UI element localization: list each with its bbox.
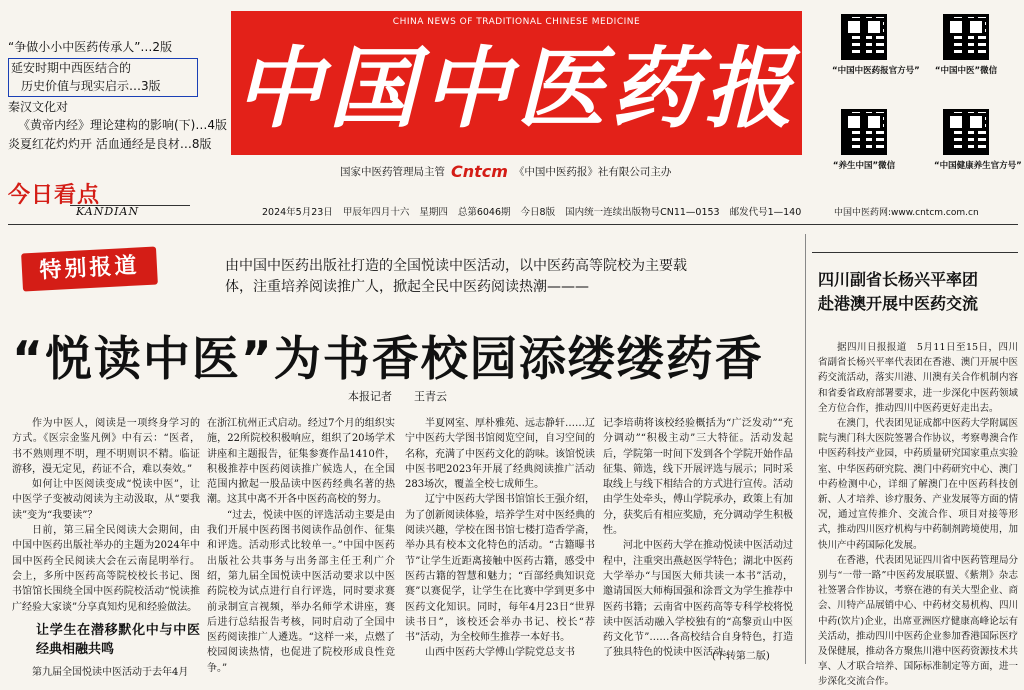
article-column — [12, 416, 200, 678]
paragraph: “过去，悦读中医的评选活动主要是由我们开展中医药图书阅读作品创作、征集和评选。活动形式比较单一。”中国中医药出版社公共事务与出务部主任王利广介绍，第九届全国悦读中医活动要求以中医药院校为试点进行自行评选，同时要求赛前录制宣言视频，举办名师学术讲座，赛后进行总结报告考核，同时启动了全国中医药阅读推广人遴选。“这样一来，点燃了校园阅读热情，也促进了院校形成良性竞争。” — [207, 509, 395, 674]
qr-caption: “中国健康养生官方号” — [934, 161, 1022, 171]
issue-number: 总第6046期 — [457, 207, 511, 218]
today-label: 今日看点 — [8, 182, 101, 208]
lunar-date: 甲辰年四月十六 — [342, 207, 410, 218]
website-link[interactable]: 中国中医药网:www.cntcm.com.cn — [834, 208, 979, 218]
cn-number: 国内统一连续出版物号CN11—0153 — [565, 207, 720, 218]
paragraph: 作为中医人，阅读是一项终身学习的方式。《医宗金鉴凡例》中有云：“医者，书不熟则理不明，理不明则识不精。临证游移，漫无定见，药证不合，难以奏效。” — [12, 418, 200, 475]
page-count: 今日8版 — [520, 207, 556, 218]
qr-code[interactable] — [934, 14, 998, 76]
byline — [348, 388, 447, 404]
cntcm-logo: Cntcm — [451, 162, 508, 181]
paragraph: 山西中医药大学傅山学院党总支书 — [425, 647, 575, 659]
postal-code: 邮发代号1—140 — [729, 207, 802, 218]
index-item[interactable]: 《黄帝内经》理论建构的影响(下)…4版 — [18, 118, 227, 132]
side-news-headline[interactable] — [818, 268, 1018, 316]
today-label-en: KANDIAN — [76, 205, 140, 218]
side-news-body — [818, 340, 1018, 688]
paragraph: 在香港，代表团见证四川省中医药管理局分别与“一带一路”中医药发展联盟、《紫荆》杂志社签署合作协议，考察在港的有关大型企业、商会、川特产品展销中心、中药材交易机构、四川中药(饮片)企业，出席亚洲医疗健康高峰论坛有关活动，推动四川中医药企业参加香港国际医疗及保健展，推动各方聚焦川港中医药资源技术共享、人才联合培养、国际标准制定等方面，进一步深化交流合作。 — [818, 554, 1018, 688]
paragraph: 辽宁中医药大学图书馆馆长王强介绍，为了创新阅读体验，培养学生对中医经典的阅读兴趣，学校在图书馆七楼打造香学斋，举办具有校本文化特色的活动。“古籍曝书节”让学生近距离接触中医药古籍，感受中医药古籍的智慧和魅力；“百部经典知识竞赛”以赛促学，让学生在比赛中学到更多中医药文化知识。同时，每年4月23日“世界读书日”，该校还会举办书记、校长“荐书”活动，为全校师生推荐一本好书。 — [405, 494, 595, 644]
qr-code[interactable] — [832, 14, 920, 76]
index-item: 历史价值与现实启示…3版 — [21, 79, 161, 93]
paragraph: 河北中医药大学在推动悦读中医活动过程中，注重突出燕赵医学特色；湖北中医药大学举办“与国医大师共读一本书”活动，邀请国医大师梅国强和涂晋文为学生推荐中医药书籍；云南省中医药高等专科学校将悦读中医活动融入学校独有的“高黎贡山中医药文化节”……各高校结合自身特色，打造了独具特色的悦读中医活动。 — [603, 540, 793, 659]
feature-headline[interactable]: “悦读中医”为书香校园添缕缕药香 — [12, 332, 764, 387]
byline-name: 王青云 — [414, 390, 447, 403]
paragraph: 在浙江杭州正式启动。经过7个月的组织实施，22所院校积极响应，组织了20场学术讲座和主题报告，征集参赛作品1410件，积极推荐中医药阅读推广候选人，在全国范围内掀起一股品读中医药经典名著的热潮。这其中离不开各中医药高校的努力。 — [207, 418, 395, 506]
qr-caption: “中国中医药报官方号” — [832, 66, 920, 76]
index-item: 延安时期中西医结合的 — [11, 60, 132, 75]
masthead-title: 中国中医药报 — [234, 36, 799, 140]
paragraph: 日前，第三届全民阅读大会期间，由中国中医药出版社举办的主题为2024年中国中医药全民阅读大会在云南昆明举行。会上，多所中医药高等院校校长书记、图书馆馆长围绕全国中医药院校活动“悦读推广经验大家谈”分享真知灼见和经验做法。 — [12, 525, 200, 613]
weekday: 星期四 — [419, 207, 448, 218]
paragraph: 记李培萌将该校经验概括为“广泛发动”“充分调动”“积极主动”三大特征。活动发起后，学院第一时间下发到各个学院开始作品征集、筛选，线下开展评选与展示；同时采取线上与线下相结合的方式进行宣传。活动由学生处牵头，傅山学院承办，政策上有加分，获奖后有相应奖励，充分调动学生积极性。 — [603, 418, 793, 537]
article-column — [405, 416, 595, 669]
qr-code[interactable] — [832, 109, 896, 171]
date: 2024年5月23日 — [262, 207, 333, 218]
byline-label: 本报记者 — [348, 390, 392, 403]
paragraph: 第九届全国悦读中医活动于去年4月 — [32, 666, 189, 678]
front-page-index — [8, 38, 233, 153]
article-column — [207, 416, 395, 674]
masthead — [231, 11, 802, 155]
divider — [812, 252, 1018, 253]
side-headline-line: 四川副省长杨兴平率团 — [818, 270, 979, 289]
sponsor-left: 国家中医药管理局主管 — [340, 166, 445, 178]
qr-caption: “养生中国”微信 — [832, 161, 896, 171]
qr-code-icon — [943, 109, 989, 155]
qr-code-icon — [943, 14, 989, 60]
index-item[interactable]: 秦汉文化对 — [8, 99, 69, 114]
paragraph: 在澳门，代表团见证成都中医药大学附属医院与澳门科大医院签署合作协议，考察粤澳合作中医药科技产业园，中药质量研究国家重点实验室、中华医药研究院、澳门中药研究中心、澳门中药检测中心，详细了解澳门在中医药科技创新、人才培养、诊疗服务、产业发展等方面的情况，通过宣传推介、交流合作、项目对接等形式，推动四川医疗机构与中药制剂跨境使用，加快川产中药国际化发展。 — [818, 418, 1018, 551]
paragraph: 据四川日报报道 5月11日至15日，四川省副省长杨兴平率代表团在香港、澳门开展中医药交流活动，落实川港、川澳有关合作机制内容和省委省政府部署要求，进一步深化中医药领域全方位合作，推动四川中医药更好走出去。 — [818, 342, 1018, 414]
sponsor-line — [340, 162, 672, 181]
today-highlights-label — [8, 178, 188, 218]
index-item-highlighted[interactable] — [8, 58, 198, 97]
divider — [8, 224, 1018, 225]
side-headline-line: 赴港澳开展中医药交流 — [818, 294, 979, 313]
article-subtitle: 让学生在潜移默化中与中医经典相融共鸣 — [36, 622, 200, 657]
index-item[interactable]: “争做小小中医药传承人”…2版 — [8, 40, 173, 54]
index-item[interactable]: 炎夏红花灼灼开 活血通经是良材…8版 — [8, 136, 212, 151]
special-report-badge: 特别报道 — [21, 246, 158, 291]
paragraph: 半夏网室、厚朴雅苑、远志静轩……辽宁中医药大学图书馆阅览空间，自习空间的名称，充满了中医药文化的韵味。该馆悦读中医书吧2023年开展了经典阅读推广活动283场次，覆盖全校七成师生。 — [405, 418, 595, 491]
continued-note[interactable]: (下转第二版) — [712, 651, 770, 662]
divider — [70, 205, 190, 206]
feature-subhead: 由中国中医药出版社打造的全国悦读中医活动，以中医药高等院校为主要载体，注重培养阅读推广人，掀起全民中医药阅读热潮——— — [225, 258, 687, 295]
qr-code-icon — [841, 109, 887, 155]
qr-code-icon — [841, 14, 887, 60]
article-column — [603, 416, 793, 669]
paragraph: 如何让中医阅读变成“悦读中医”，让中医学子变被动阅读为主动汲取，从“要我读”变为“我要读”？ — [12, 479, 200, 521]
sponsor-right: 《中国中医药报》社有限公司主办 — [513, 166, 672, 178]
qr-caption: “中国中医”微信 — [934, 66, 998, 76]
qr-code[interactable] — [934, 109, 1022, 171]
dateline — [262, 204, 801, 218]
masthead-english: CHINA NEWS OF TRADITIONAL CHINESE MEDICINE — [392, 17, 641, 27]
column-divider — [805, 234, 806, 664]
